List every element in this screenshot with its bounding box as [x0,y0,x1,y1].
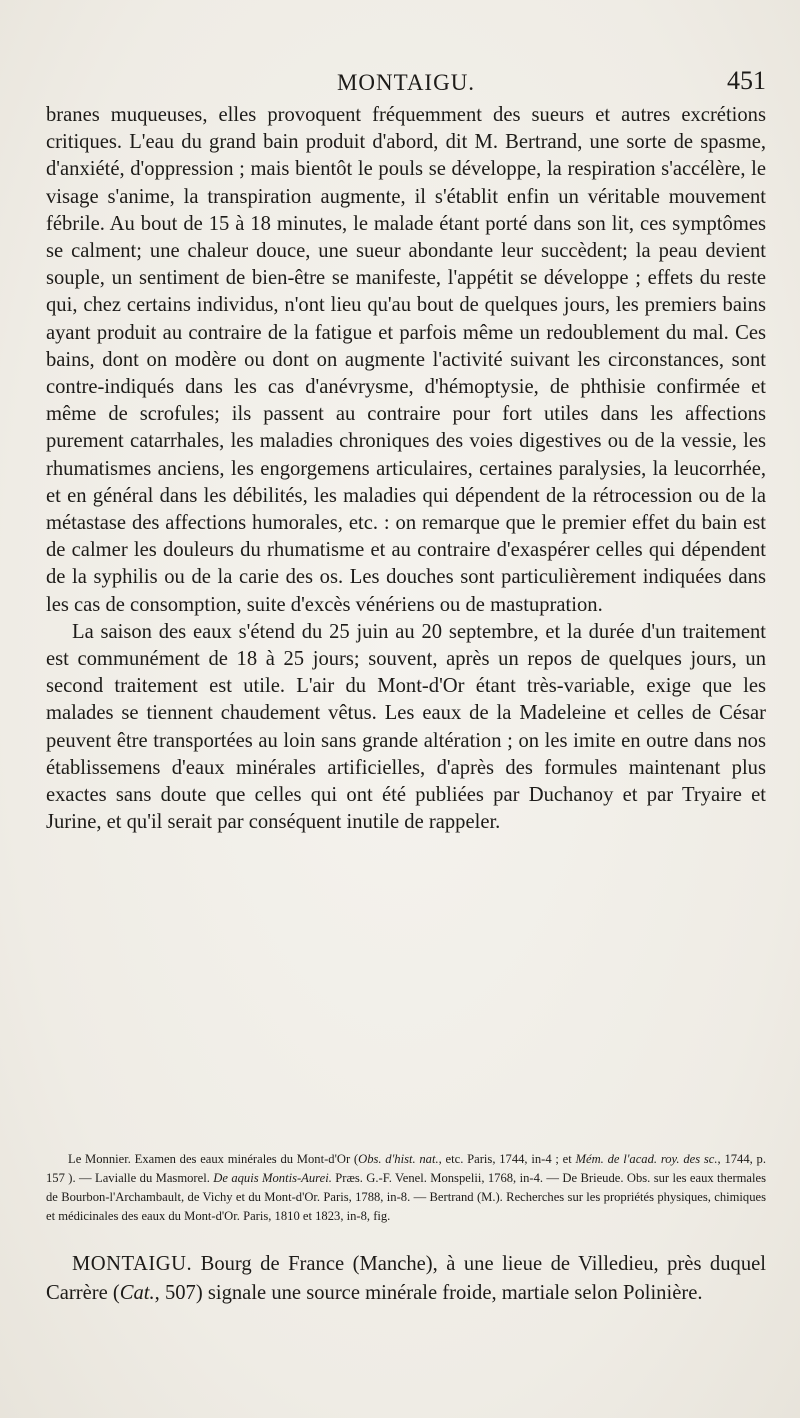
ref-italic-1: Obs. d'hist. nat. [358,1152,439,1166]
body-paragraph-2: La saison des eaux s'étend du 25 juin au 20 septembre, et la durée d'un traitement est communément de 18 à 25 jours; souvent, après un repos de quelques jours, un second traitement est utile. L'air du Mont-d'Or étant très-variable, exige que les malades se tiennent chaudement vêtus. Les eaux de la Madeleine et celles de César peuvent être transportées au loin sans grande altération ; on les imite en outre dans nos établissemens d'eaux minérales artificielles, d'après des formules maintenant plus exactes sans doute que celles qui ont été publiées par Duchanoy et par Tryaire et Jurine, et qu'il serait par conséquent inutile de rappeler. [46,620,766,834]
entry-citation: Cat. [119,1282,155,1304]
ref-text-2: , etc. Paris, 1744, in-4 ; et [438,1152,576,1166]
ref-text-3: , 1744, p. 157 ). — Lavialle du Masmorel. [46,1152,766,1185]
entry-text-2: , 507) signale une source minérale froide, martiale selon Polinière. [154,1282,703,1304]
ref-italic-3: De aquis Montis-Aurei. [213,1171,332,1185]
ref-italic-2: Mém. de l'acad. roy. des sc. [575,1152,718,1166]
main-text [46,102,766,836]
ref-text-4: Præs. G.-F. Venel. Monspelii, 1768, in-4. — De Brieude. Obs. sur les eaux thermales de Bourbon-l'Archambault, de Vichy et du Mont-d'Or. Paris, 1788, in-8. — Bertrand (M.). Recherches sur les propriétés physiques, chimiques et médicinales des eaux du Mont-d'Or. Paris, 1810 et 1823, in-8, fig. [46,1171,767,1223]
page-number: 451 [727,66,766,95]
entry-text-1: Bourg de France (Manche), à une lieue de Villedieu, près duquel Carrère ( [46,1253,766,1304]
dictionary-entry [46,1250,766,1308]
running-title: MONTAIGU. [336,70,476,95]
entry-paragraph [46,1250,766,1308]
bibliography-note [46,1150,766,1226]
body-paragraph-1: branes muqueuses, elles provoquent fréquemment des sueurs et autres excrétions critiques. L'eau du grand bain produit d'abord, dit M. Bertrand, une sorte de spasme, d'anxiété, d'oppression ; mais bientôt le pouls se développe, la respiration s'accélère, le visage s'anime, la transpiration augmente, il s'établit enfin un véritable mouvement fébrile. Au bout de 15 à 18 minutes, le malade étant porté dans son lit, ces symptômes se calment; une chaleur douce, une sueur abondante leur succèdent; la peau devient souple, un sentiment de bien-être se manifeste, l'appétit se développe ; effets du reste qui, chez certains individus, n'ont lieu qu'au bout de quelques jours, les premiers bains ayant produit au contraire de la fatigue et parfois même un redoublement du mal. Ces bains, dont on modère ou dont on augmente l'activité suivant les circonstances, sont contre-indiqués dans les cas d'anévrysme, d'hémoptysie, de phthisie confirmée et même de scrofules; ils passent au contraire pour fort utiles dans les affections purement catarrhales, les maladies chroniques des voies digestives ou de la vessie, les rhumatismes anciens, les engorgemens articulaires, certaines paralysies, la leucorrhée, et en général dans les débilités, les maladies qui dépendent de la rétrocession ou de la métastase des affections humorales, etc. : on remarque que le premier effet du bain est de calmer les douleurs du rhumatisme et au contraire d'exaspérer celles qui dépendent de la syphilis ou de la carie des os. Les douches sont particulièrement indiquées dans les cas de consomption, suite d'excès vénériens ou de mastupration. [46,104,766,616]
ref-text-1: Le Monnier. Examen des eaux minérales du Mont-d'Or ( [68,1152,359,1166]
bibliography-text [46,1150,766,1226]
page-header [46,66,766,100]
entry-headword: MONTAIGU. [72,1253,193,1275]
